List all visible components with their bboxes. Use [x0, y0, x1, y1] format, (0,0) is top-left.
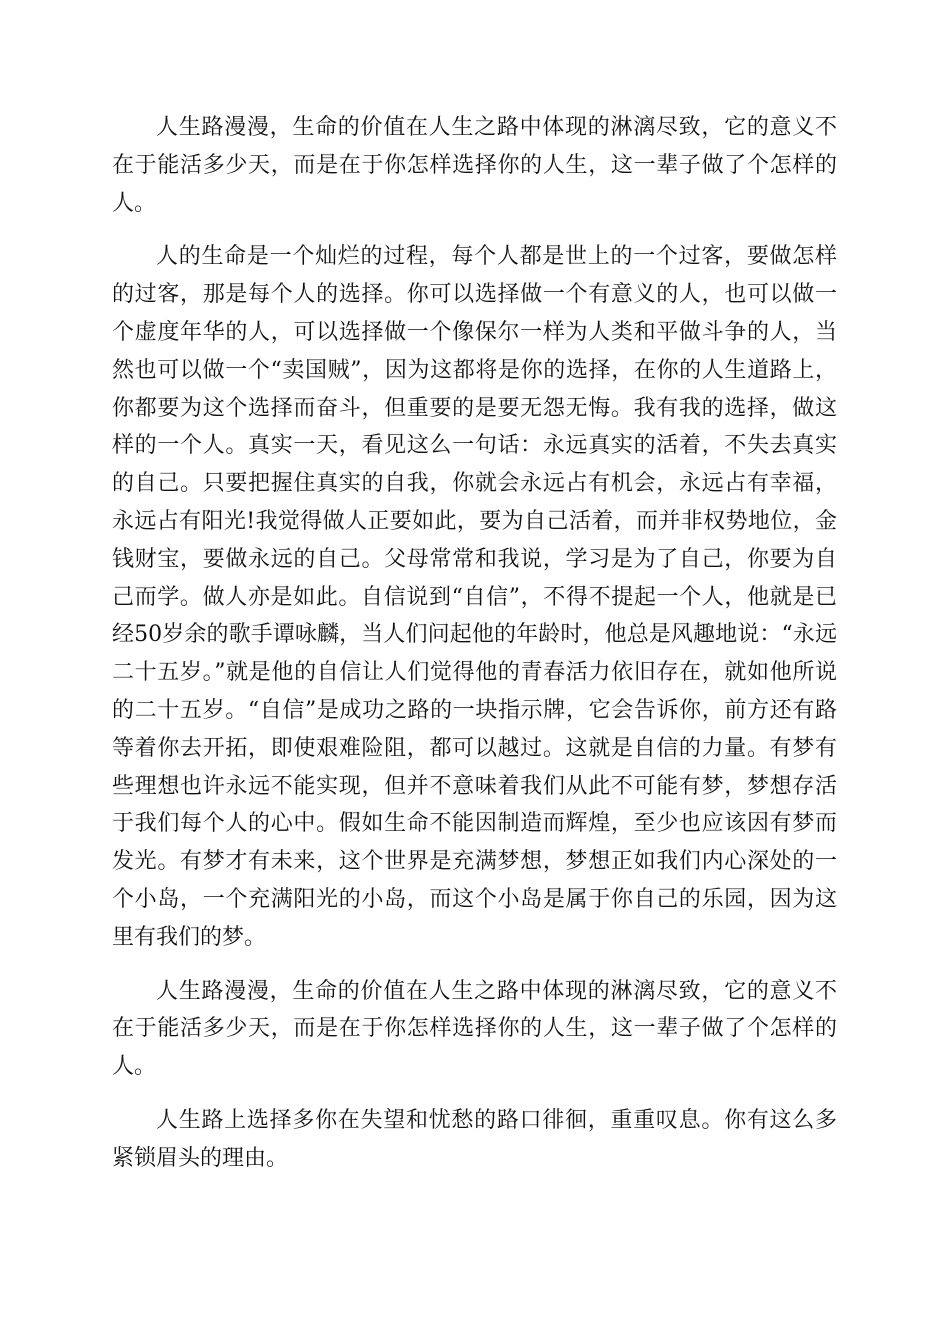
document-body [112, 109, 837, 1194]
paragraph-2: 人的生命是一个灿烂的过程，每个人都是世上的一个过客，要做怎样的过客，那是每个人的选择。你可以选择做一个有意义的人，也可以做一个虚度年华的人，可以选择做一个像保尔一样为人类和平做斗争的人，当然也可以做一个“卖国贼”，因为这都将是你的选择，在你的人生道路上，你都要为这个选择而奋斗，但重要的是要无怨无悔。我有我的选择，做这样的一个人。真实一天，看见这么一句话：永远真实的活着，不失去真实的自己。只要把握住真实的自我，你就会永远占有机会，永远占有幸福，永远占有阳光!我觉得做人正要如此，要为自己活着，而并非权势地位，金钱财宝，要做永远的自己。父母常常和我说，学习是为了自己，你要为自己而学。做人亦是如此。自信说到“自信”，不得不提起一个人，他就是已经50岁余的歌手谭咏麟，当人们问起他的年龄时，他总是风趣地说：“永远二十五岁。”就是他的自信让人们觉得他的青春活力依旧存在，就如他所说的二十五岁。“自信”是成功之路的一块指示牌，它会告诉你，前方还有路等着你去开拓，即使艰难险阻，都可以越过。这就是自信的力量。有梦有些理想也许永远不能实现，但并不意味着我们从此不可能有梦，梦想存活于我们每个人的心中。假如生命不能因制造而辉煌，至少也应该因有梦而发光。有梦才有未来，这个世界是充满梦想，梦想正如我们内心深处的一个小岛，一个充满阳光的小岛，而这个小岛是属于你自己的乐园，因为这里有我们的梦。 [112, 244, 837, 950]
paragraph-3: 人生路漫漫，生命的价值在人生之路中体现的淋漓尽致，它的意义不在于能活多少天，而是在于你怎样选择你的人生，这一辈子做了个怎样的人。 [112, 978, 837, 1080]
paragraph-1: 人生路漫漫，生命的价值在人生之路中体现的淋漓尽致，它的意义不在于能活多少天，而是在于你怎样选择你的人生，这一辈子做了个怎样的人。 [112, 115, 837, 216]
paragraph-4: 人生路上选择多你在失望和忧愁的路口徘徊，重重叹息。你有这么多紧锁眉头的理由。 [112, 1107, 837, 1171]
